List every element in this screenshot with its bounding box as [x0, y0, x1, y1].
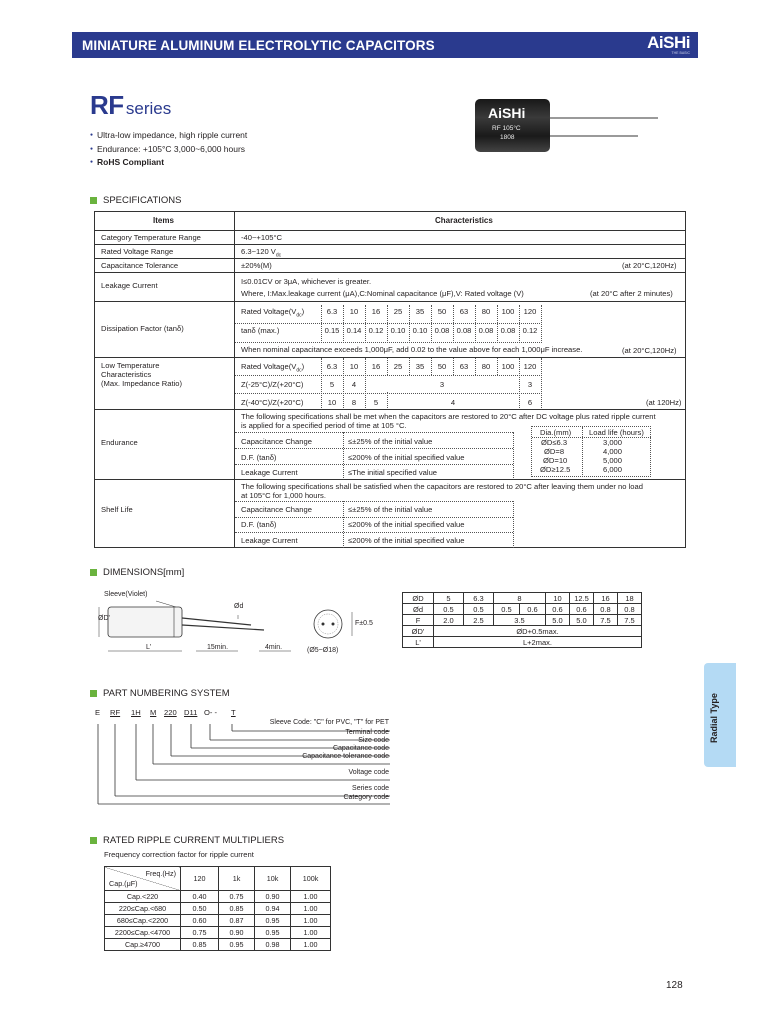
code-letter: T: [231, 708, 236, 717]
cell-divider: [387, 358, 388, 375]
table-cell: 8: [494, 593, 546, 604]
load-life-hours: 6,000: [603, 465, 623, 474]
spec-label: Category Temperature Range: [101, 233, 201, 242]
tan-cell: 0.08: [456, 326, 472, 335]
table-cell: 0.87: [219, 915, 255, 927]
impedance-label: Z(-40°C)/Z(+20°C): [241, 398, 304, 407]
cell-divider: [453, 358, 454, 375]
cell-divider: [475, 305, 476, 343]
condition-value: ≤200% of the initial specified value: [348, 536, 465, 545]
endurance-text: The following specifications shall be met when the capacitors are restored to 20°C after DC voltage plus rated ripple current: [241, 412, 656, 421]
load-life-hours: 5,000: [603, 456, 623, 465]
dotted-divider: [235, 517, 513, 518]
table-cell: 3.5: [494, 615, 546, 626]
column-header-characteristics: Characteristics: [435, 216, 493, 225]
column-header: 120: [181, 867, 219, 891]
lead-wire: [182, 618, 251, 625]
table-cell: 0.85: [219, 903, 255, 915]
table-cell: 0.94: [255, 903, 291, 915]
column-header: 100k: [291, 867, 331, 891]
row-header: F: [403, 615, 434, 626]
tan-cell: 0.08: [500, 326, 516, 335]
feature-list: [90, 129, 247, 170]
spec-label: Low Temperature: [101, 361, 160, 370]
table-cell: ØD+0.5max.: [434, 626, 642, 637]
freq-header-label: Freq.(Hz): [145, 869, 176, 878]
load-life-header: Load life (hours): [589, 428, 644, 437]
table-cell: 0.6: [570, 604, 594, 615]
spec-value: I≤0.01CV or 3μA, whichever is greater.: [241, 277, 372, 286]
table-row: [403, 637, 642, 648]
cell-divider: [519, 358, 520, 410]
code-letter: 220: [164, 708, 177, 717]
cell-divider: [343, 501, 344, 548]
table-row: [105, 915, 331, 927]
impedance-cell: 4: [450, 398, 456, 407]
voltage-cell: 120: [523, 307, 537, 316]
measurement-note: (at 20°C,120Hz): [622, 261, 677, 270]
ripple-subtitle: Frequency correction factor for ripple current: [104, 850, 254, 859]
feature-item: ● Ultra-low impedance, high ripple current: [90, 129, 247, 143]
cell-divider: [513, 432, 514, 478]
code-description: Capacitance code: [332, 745, 389, 752]
condition-item: Leakage Current: [241, 468, 298, 477]
spec-label: (Max. Impedance Ratio): [101, 379, 183, 388]
table-cell: 0.40: [181, 891, 219, 903]
side-tab-radial-type[interactable]: [704, 663, 736, 767]
table-row: [105, 927, 331, 939]
impedance-cell: 5: [373, 398, 379, 407]
tan-cell: 0.12: [522, 326, 538, 335]
cell-divider: [409, 305, 410, 343]
condition-item: Capacitance Change: [241, 437, 312, 446]
spec-label: Endurance: [101, 438, 138, 447]
spec-label: Capacitance Tolerance: [101, 261, 179, 270]
table-cell: 1.00: [291, 891, 331, 903]
series-suffix: series: [125, 99, 172, 118]
table-cell: 0.50: [181, 903, 219, 915]
voltage-cell: 63: [459, 362, 469, 371]
row-header: L': [403, 637, 434, 648]
f-label: F±0.5: [355, 620, 373, 627]
table-row: [403, 615, 642, 626]
code-description: Size code: [358, 737, 389, 744]
load-life-hours: 3,000: [603, 438, 623, 447]
cell-divider: [365, 358, 366, 410]
section-ripple-multipliers: RATED RIPPLE CURRENT MULTIPLIERS: [90, 835, 284, 846]
l-prime-label: L': [146, 644, 152, 651]
min15-label: 15min.: [207, 644, 229, 651]
voltage-cell: 16: [371, 362, 381, 371]
df-footnote: When nominal capacitance exceeds 1,000μF, add 0.02 to the value above for each 1,000μF increase.: [241, 345, 583, 354]
code-letter: E: [95, 708, 101, 717]
section-specifications: SPECIFICATIONS: [90, 195, 181, 206]
table-cell: 18: [618, 593, 642, 604]
cell-divider: [387, 392, 388, 410]
spec-value: ±20%(M): [241, 261, 272, 270]
table-cell: 1.00: [291, 939, 331, 951]
code-description: Series code: [352, 785, 389, 792]
capacitor-marking: 1808: [500, 134, 515, 141]
condition-value: ≤±25% of the initial value: [348, 437, 433, 446]
code-description: Sleeve Code: "C" for PVC, "T" for PET: [269, 719, 389, 726]
voltage-cell: 6.3: [326, 307, 338, 316]
table-cell: 10: [546, 593, 570, 604]
table-cell: 0.95: [219, 939, 255, 951]
min4-label: 4min.: [265, 644, 283, 651]
row-header: 220≤Cap.<680: [105, 903, 181, 915]
series-name: RF: [90, 90, 124, 120]
table-cell: 7.5: [594, 615, 618, 626]
tan-cell: 0.10: [412, 326, 428, 335]
dotted-divider: [235, 448, 513, 449]
voltage-cell: 80: [481, 362, 491, 371]
impedance-cell: 8: [351, 398, 357, 407]
capacitor-image: [475, 99, 550, 152]
cell-divider: [387, 305, 388, 343]
cell-divider: [343, 305, 344, 343]
table-cell: 0.95: [255, 915, 291, 927]
cell-divider: [343, 432, 344, 478]
tan-cell: 0.14: [346, 326, 362, 335]
load-life-table: [531, 426, 651, 477]
tan-cell: 0.08: [434, 326, 450, 335]
voltage-cell: 25: [393, 307, 403, 316]
table-cell: 0.6: [546, 604, 570, 615]
row-header: ØD': [403, 626, 434, 637]
table-cell: 7.5: [618, 615, 642, 626]
table-cell: 0.85: [181, 939, 219, 951]
table-row: [105, 939, 331, 951]
cell-divider: [365, 305, 366, 343]
lead-dot: [322, 623, 325, 626]
code-letter: O- -: [204, 708, 218, 717]
cell-divider: [343, 358, 344, 410]
voltage-cell: 6.3: [326, 362, 338, 371]
condition-item: D.F. (tanδ): [241, 453, 277, 462]
row-divider: [95, 230, 686, 231]
table-cell: 5: [434, 593, 464, 604]
feature-item: ● Endurance: +105°C 3,000~6,000 hours: [90, 143, 247, 157]
row-divider: [95, 301, 686, 302]
table-row: [403, 626, 642, 637]
cell-divider: [409, 358, 410, 375]
spec-label: Shelf Life: [101, 505, 133, 514]
table-cell: 0.8: [594, 604, 618, 615]
capacitor-end-inner: [318, 614, 338, 634]
code-description: Terminal code: [345, 729, 389, 736]
row-divider: [95, 258, 686, 259]
voltage-cell: 50: [437, 362, 447, 371]
dotted-divider: [235, 501, 513, 502]
voltage-cell: 100: [501, 362, 515, 371]
od-lead-label: Ød: [234, 603, 244, 610]
column-header: 10k: [255, 867, 291, 891]
load-life-dia: ØD≥12.5: [540, 465, 571, 474]
measurement-note: (at 20°C,120Hz): [622, 346, 677, 355]
page-number: 128: [666, 980, 683, 991]
impedance-cell: 10: [327, 398, 337, 407]
rated-voltage-label: Rated $Voltage(V_{dc})$: [241, 307, 305, 319]
impedance-cell: 6: [527, 398, 533, 407]
spec-label: Rated Voltage Range: [101, 247, 174, 256]
voltage-cell: 35: [415, 307, 425, 316]
column-divider: [234, 212, 235, 548]
tan-cell: 0.08: [478, 326, 494, 335]
code-letter: 1H: [131, 708, 141, 717]
section-part-numbering: PART NUMBERING SYSTEM: [90, 688, 230, 699]
shelf-text: The following specifications shall be satisfied when the capacitors are restored to 20°C after leaving them under no load: [241, 482, 643, 491]
cell-divider: [582, 427, 583, 477]
code-description: Capacitance tolerance code: [302, 753, 389, 760]
row-header: Ød: [403, 604, 434, 615]
cell-divider: [497, 305, 498, 343]
tan-cell: 0.12: [368, 326, 384, 335]
table-cell: 2.0: [434, 615, 464, 626]
lead-wire: [182, 625, 264, 630]
row-divider: [95, 479, 686, 480]
rated-voltage-label: Rated $Voltage(V_{dc})$: [241, 362, 305, 374]
table-row: [105, 903, 331, 915]
dotted-divider: [235, 393, 540, 394]
impedance-cell: 5: [329, 380, 335, 389]
cell-divider: [321, 305, 322, 343]
voltage-cell: 10: [349, 307, 359, 316]
table-cell: 0.5: [434, 604, 464, 615]
table-cell: 0.90: [219, 927, 255, 939]
table-cell: 0.5: [464, 604, 494, 615]
voltage-cell: 50: [437, 307, 447, 316]
voltage-cell: 10: [349, 362, 359, 371]
load-life-header: Dia.(mm): [540, 428, 572, 437]
cell-divider: [453, 305, 454, 343]
cell-divider: [497, 358, 498, 375]
spec-label: Leakage Current: [101, 281, 158, 290]
code-description: Category code: [343, 794, 389, 801]
spec-value: -40~+105°C: [241, 233, 283, 242]
row-header: ØD: [403, 593, 434, 604]
row-divider: [95, 244, 686, 245]
measurement-note: (at 20°C after 2 minutes): [590, 289, 673, 298]
condition-value: ≤200% of the initial specified value: [348, 520, 465, 529]
capacitor-body-outline: [108, 607, 182, 637]
table-cell: 0.5: [494, 604, 520, 615]
table-cell: 0.8: [618, 604, 642, 615]
condition-value: ≤The initial specified value: [348, 468, 438, 477]
impedance-cell: 3: [439, 380, 445, 389]
cell-divider: [431, 305, 432, 343]
table-row: [403, 604, 642, 615]
df-values-grid: [321, 305, 561, 345]
table-row: [105, 891, 331, 903]
load-life-dia: ØD=10: [543, 456, 568, 465]
dotted-divider: [235, 432, 513, 433]
cell-divider: [541, 358, 542, 410]
voltage-cell: 80: [481, 307, 491, 316]
section-dimensions: DIMENSIONS[mm]: [90, 567, 184, 578]
table-cell: 5.0: [570, 615, 594, 626]
header-bar: [72, 32, 698, 58]
dotted-divider: [235, 375, 540, 376]
code-letter: D11: [184, 708, 198, 717]
tan-delta-label: tanδ (max.): [241, 326, 280, 335]
shelf-text: at 105°C for 1,000 hours.: [241, 491, 326, 500]
side-tab-label: Radial Type: [709, 693, 719, 743]
dotted-divider: [235, 342, 540, 343]
cell-divider: [513, 501, 514, 548]
row-header: 680≤Cap.<2200: [105, 915, 181, 927]
spec-label: Characteristics: [101, 370, 152, 379]
spec-label: Dissipation Factor (tanδ): [101, 324, 184, 333]
row-header: 2200≤Cap.<4700: [105, 927, 181, 939]
voltage-cell: 63: [459, 307, 469, 316]
spec-value: 6.3~120 $V_{dc}$: [241, 247, 282, 259]
tan-cell: 0.15: [324, 326, 340, 335]
table-cell: 6.3: [464, 593, 494, 604]
capacitor-logo: AiSHi: [488, 105, 526, 121]
row-divider: [95, 409, 686, 410]
condition-item: D.F. (tanδ): [241, 520, 277, 529]
feature-item: ● RoHS Compliant: [90, 156, 247, 170]
voltage-cell: 100: [501, 307, 515, 316]
sleeve-label: Sleeve(Violet): [104, 591, 148, 598]
table-cell: 0.98: [255, 939, 291, 951]
load-life-dia: ØD=8: [544, 447, 565, 456]
row-header: Cap.<220: [105, 891, 181, 903]
cell-divider: [541, 305, 542, 343]
code-letter: M: [150, 708, 157, 717]
table-cell: 12.5: [570, 593, 594, 604]
table-cell: 16: [594, 593, 618, 604]
table-cell: 2.5: [464, 615, 494, 626]
table-cell: 5.0: [546, 615, 570, 626]
endurance-text: is applied for a specified period of time at 105 °C.: [241, 421, 407, 430]
capacitor-lead: [550, 117, 658, 119]
diameter-range-label: (Ø5~Ø18): [307, 647, 339, 654]
condition-value: ≤±25% of the initial value: [348, 505, 433, 514]
condition-item: Leakage Current: [241, 536, 298, 545]
leader-line: [156, 601, 176, 607]
specifications-table: [94, 211, 686, 548]
lead-dot: [332, 623, 335, 626]
code-letter: RF: [110, 708, 121, 717]
cell-divider: [321, 358, 322, 410]
table-cell: 0.75: [219, 891, 255, 903]
series-title: [90, 90, 171, 121]
column-header: 1k: [219, 867, 255, 891]
spec-value: Where, I:Max.leakage current (μA),C:Nominal capacitance (μF),V: Rated voltage (V): [241, 289, 524, 298]
od-prime-label: ØD': [98, 615, 110, 622]
table-cell: 0.95: [255, 927, 291, 939]
table-row: [403, 593, 642, 604]
cell-divider: [519, 305, 520, 343]
impedance-cell: 4: [351, 380, 357, 389]
condition-item: Capacitance Change: [241, 505, 312, 514]
table-cell: 1.00: [291, 927, 331, 939]
table-cell: L+2max.: [434, 637, 642, 648]
code-description: Voltage code: [348, 769, 389, 776]
row-header: Cap.≥4700: [105, 939, 181, 951]
impedance-label: Z(-25°C)/Z(+20°C): [241, 380, 304, 389]
voltage-cell: 35: [415, 362, 425, 371]
brand-logo-tagline: THE BASIC: [671, 51, 690, 55]
condition-value: ≤200% of the initial specified value: [348, 453, 465, 462]
table-cell: 0.6: [520, 604, 546, 615]
dotted-divider: [235, 323, 540, 324]
measurement-note: (at 120Hz): [646, 398, 682, 407]
cell-divider: [475, 358, 476, 375]
table-cell: 1.00: [291, 915, 331, 927]
tan-cell: 0.10: [390, 326, 406, 335]
voltage-cell: 25: [393, 362, 403, 371]
table-cell: 0.90: [255, 891, 291, 903]
table-cell: 0.75: [181, 927, 219, 939]
capacitor-marking: RF 105°C: [492, 125, 521, 132]
table-row: [105, 867, 331, 891]
load-life-hours: 4,000: [603, 447, 623, 456]
impedance-cell: 3: [527, 380, 533, 389]
column-header-items: Items: [153, 216, 174, 225]
voltage-cell: 120: [523, 362, 537, 371]
cap-header-label: Cap.(μF): [109, 879, 138, 888]
voltage-cell: 16: [371, 307, 381, 316]
dotted-divider: [235, 532, 513, 533]
table-cell: 1.00: [291, 903, 331, 915]
dimensions-table: [402, 592, 642, 648]
capacitor-lead: [550, 135, 638, 137]
ripple-multipliers-table: [104, 866, 331, 951]
table-cell: 0.60: [181, 915, 219, 927]
corner-header: [105, 867, 181, 891]
impedance-values-grid: [321, 358, 561, 410]
load-life-dia: ØD≤6.3: [541, 438, 568, 447]
brand-logo: AiSHi: [647, 33, 690, 52]
page-title: MINIATURE ALUMINUM ELECTROLYTIC CAPACITORS: [82, 38, 435, 53]
dotted-divider: [235, 464, 513, 465]
cell-divider: [431, 358, 432, 375]
row-divider: [95, 272, 686, 273]
